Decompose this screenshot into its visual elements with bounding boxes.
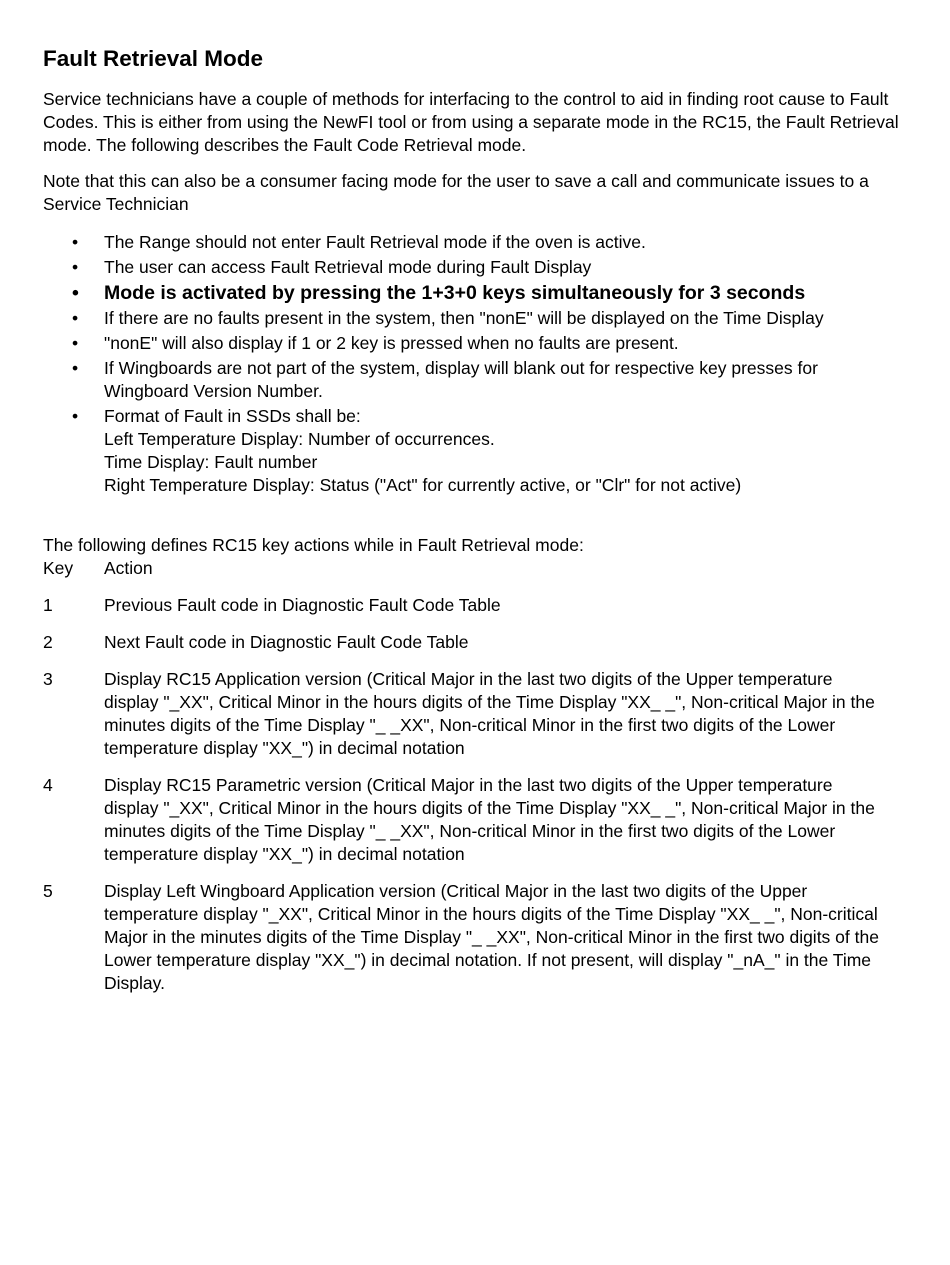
key-row: [43, 631, 903, 654]
list-item: • If Wingboards are not part of the system, display will blank out for respective key presses for Wingboard Version Number.: [72, 358, 818, 401]
list-item: • If there are no faults present in the system, then "nonE" will be displayed on the Time Display: [72, 308, 824, 328]
format-line: Right Temperature Display: Status ("Act" for currently active, or "Clr" for not active): [104, 475, 742, 495]
action-column-header: Action: [104, 558, 153, 578]
key-number: 1: [43, 595, 53, 615]
key-action: Display RC15 Application version (Critical Major in the last two digits of the Upper temperature display "_XX", Critical Minor in the hours digits of the Time Display "XX_ _", Non-critical Major in the minutes digits of the Time Display "_ _XX", Non-critical Minor in the first two digits of the Lower temperature display "XX_") in decimal notation: [104, 669, 875, 758]
list-item: • The Range should not enter Fault Retrieval mode if the oven is active.: [72, 232, 646, 252]
page-title: Fault Retrieval Mode: [43, 46, 264, 71]
list-item: • Format of Fault in SSDs shall be: Left Temperature Display: Number of occurrences. Time Display: Fault number Right Temperature Display: Status ("Act" for currently active, or "Clr" for not active): [43, 405, 903, 497]
bullet-icon: •: [72, 308, 79, 328]
requirements-list: [43, 231, 903, 497]
format-line: Time Display: Fault number: [104, 452, 318, 472]
key-number: 5: [43, 881, 53, 901]
key-number: 4: [43, 775, 53, 795]
key-column-header: Key: [43, 558, 74, 578]
note-paragraph: Note that this can also be a consumer facing mode for the user to save a call and communicate issues to a Service Technician: [43, 171, 869, 214]
format-line: Left Temperature Display: Number of occurrences.: [104, 429, 495, 449]
list-item: • "nonE" will also display if 1 or 2 key is pressed when no faults are present.: [72, 333, 679, 353]
key-action: Previous Fault code in Diagnostic Fault Code Table: [104, 595, 501, 615]
key-table-header: [43, 557, 903, 580]
key-row: [43, 594, 903, 617]
key-row: [43, 880, 903, 995]
bullet-icon: •: [72, 333, 79, 353]
list-item-emphasized: • Mode is activated by pressing the 1+3+0 keys simultaneously for 3 seconds: [72, 282, 806, 304]
list-item: • The user can access Fault Retrieval mode during Fault Display: [72, 257, 592, 277]
key-action: Display RC15 Parametric version (Critical Major in the last two digits of the Upper temperature display "_XX", Critical Minor in the hours digits of the Time Display "XX_ _", Non-critical Major in the minutes digits of the Time Display "_ _XX", Non-critical Minor in the first two digits of the Lower temperature display "XX_") in decimal notation: [104, 775, 875, 864]
key-action: Next Fault code in Diagnostic Fault Code Table: [104, 632, 469, 652]
key-number: 2: [43, 632, 53, 652]
document-page: [43, 44, 903, 1009]
intro-paragraph: Service technicians have a couple of methods for interfacing to the control to aid in finding root cause to Fault Codes. This is either from using the NewFI tool or from using a separate mode in the RC15, the Fault Retrieval mode. The following describes the Fault Code Retrieval mode.: [43, 89, 899, 155]
key-number: 3: [43, 669, 53, 689]
bullet-icon: •: [72, 257, 79, 277]
bullet-icon: •: [72, 232, 79, 252]
bullet-icon: •: [72, 282, 79, 304]
bullet-icon: •: [72, 406, 79, 426]
key-row: [43, 668, 903, 760]
bullet-icon: •: [72, 358, 79, 378]
key-row: [43, 774, 903, 866]
key-action: Display Left Wingboard Application version (Critical Major in the last two digits of the Upper temperature display "_XX", Critical Minor in the hours digits of the Time Display "XX_ _", Non-critical Major in the minutes digits of the Time Display "_ _XX", Non-critical Minor in the first two digits of the Lower temperature display "XX_") in decimal notation. If not present, will display "_nA_" in the Time Display.: [104, 881, 879, 993]
key-actions-intro: The following defines RC15 key actions while in Fault Retrieval mode:: [43, 535, 584, 555]
